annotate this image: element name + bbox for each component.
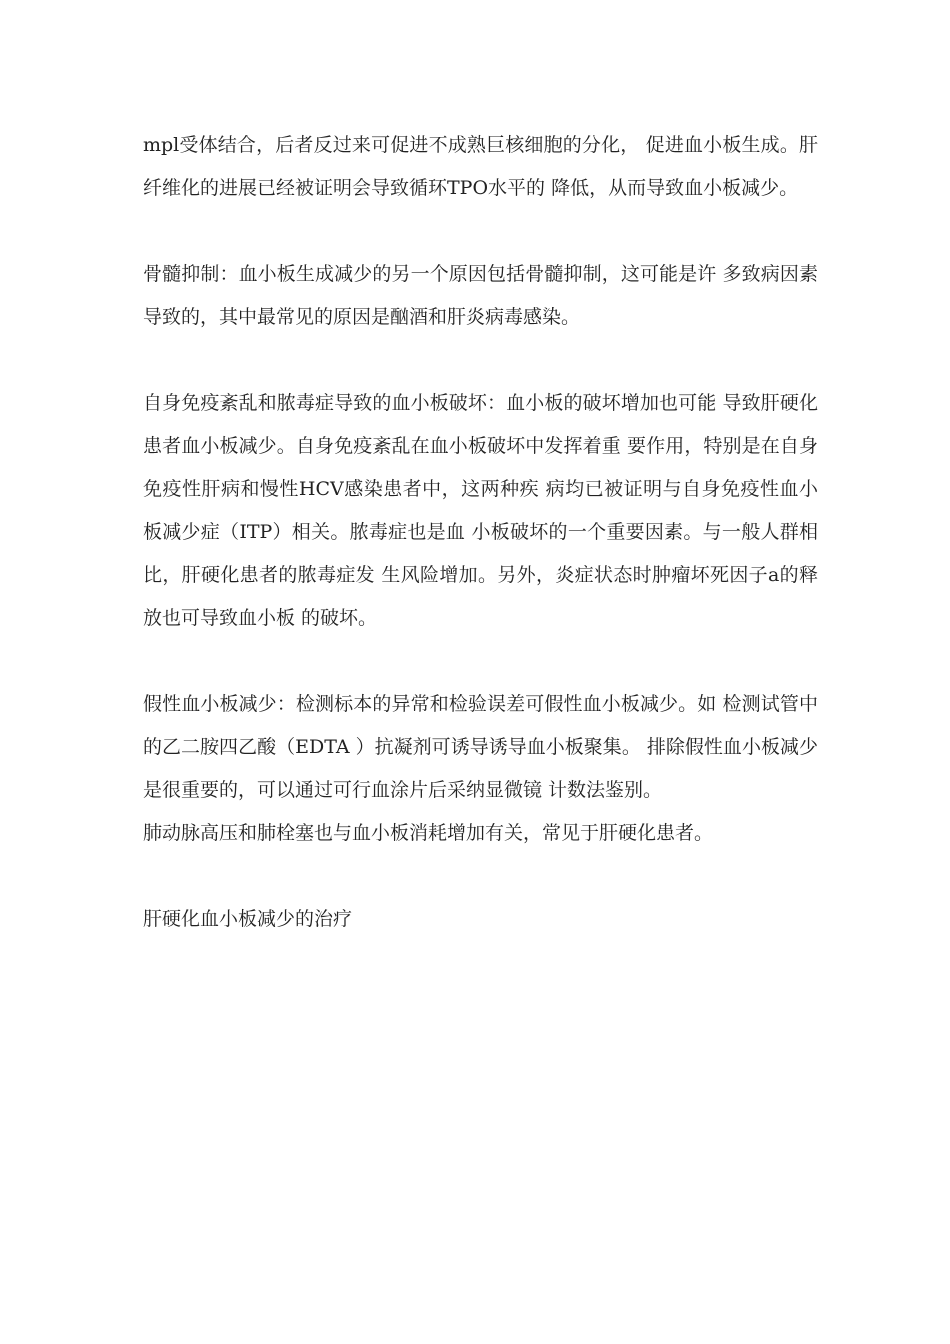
paragraph-platelet-destruction: 自身免疫紊乱和脓毒症导致的血小板破坏：血小板的破坏增加也可能 导致肝硬化患者血小板减少。自身免疫紊乱在血小板破坏中发挥着重 要作用，特别是在自身免疫性肝病和慢性HCV感染患者中，这两种疾 病均已被证明与自身免疫性血小板减少症（ITP）相关。脓毒症也是血 小板破坏的一个重要因素。与一般人群相比，肝硬化患者的脓毒症发 生风险增加。另外，炎症状态时肿瘤坏死因子a的释放也可导致血小板 的破坏。 <box>143 392 818 629</box>
paragraph-pulmonary-causes: 肺动脉高压和肺栓塞也与血小板消耗增加有关，常见于肝硬化患者。 <box>143 822 714 844</box>
document-body <box>143 124 818 941</box>
paragraph-pseudo-thrombocytopenia: 假性血小板减少：检测标本的异常和检验误差可假性血小板减少。如 检测试管中的乙二胺四乙酸（EDTA ）抗凝剂可诱导诱导血小板聚集。 排除假性血小板减少是很重要的，可以通过可行血涂片后采纳显微镜 计数法鉴别。 <box>143 693 818 801</box>
paragraph-tpo-production: mpl受体结合，后者反过来可促进不成熟巨核细胞的分化， 促进血小板生成。肝纤维化的进展已经被证明会导致循环TPO水平的 降低，从而导致血小板减少。 <box>143 134 818 199</box>
paragraph-bone-marrow-suppression: 骨髓抑制：血小板生成减少的另一个原因包括骨髓抑制，这可能是许 多致病因素导致的，其中最常见的原因是酗酒和肝炎病毒感染。 <box>143 263 818 328</box>
section-heading-treatment: 肝硬化血小板减少的治疗 <box>143 908 353 930</box>
